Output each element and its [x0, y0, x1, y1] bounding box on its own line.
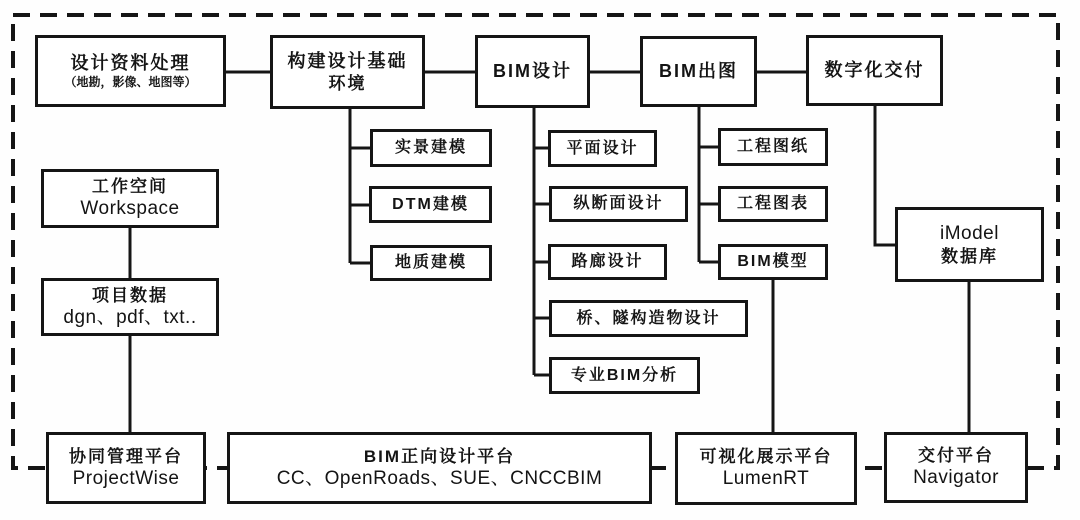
node-profile-design [549, 186, 688, 222]
node-label: 平面设计 [566, 139, 639, 157]
node-bim-output [640, 36, 757, 107]
node-navigator-platform [884, 432, 1028, 503]
node-dtm-modeling [369, 186, 492, 223]
node-sublabel: CC、OpenRoads、SUE、CNCCBIM [276, 467, 603, 489]
node-label: 桥、隧构造物设计 [576, 309, 721, 327]
node-corridor-design [548, 244, 667, 280]
node-label: 地质建模 [394, 254, 467, 271]
node-bim-design [475, 35, 590, 108]
node-label: BIM模型 [737, 253, 809, 270]
node-label: 可视化展示平台 [699, 447, 833, 466]
node-projectwise-platform [46, 432, 206, 504]
node-label: BIM设计 [493, 61, 572, 82]
node-label: 数据库 [941, 246, 998, 266]
node-sublabel: Workspace [80, 198, 180, 220]
node-label: 数字化交付 [824, 60, 925, 81]
node-label: BIM出图 [659, 61, 738, 82]
node-label: 设计资料处理 [70, 53, 191, 74]
node-label: 协同管理平台 [69, 446, 183, 466]
node-label: 构建设计基础 [287, 51, 408, 72]
node-label: 纵断面设计 [573, 195, 664, 212]
node-label: 交付平台 [918, 446, 994, 465]
node-geology-modeling [370, 245, 492, 281]
node-bim-design-platform [227, 432, 652, 504]
node-imodel-database [895, 207, 1044, 282]
node-bim-model [718, 244, 828, 280]
node-design-data [35, 35, 226, 107]
node-label: 路廊设计 [571, 253, 644, 270]
node-label: 专业BIM分析 [570, 366, 679, 384]
node-sublabel: Navigator [913, 467, 999, 489]
node-label: 工程图纸 [736, 138, 809, 155]
node-plan-design [548, 130, 657, 167]
node-bridge-tunnel-design [549, 300, 748, 337]
node-eng-tables [718, 186, 828, 222]
node-sublabel: LumenRT [722, 468, 810, 490]
node-lumenrt-platform [675, 432, 857, 505]
node-bim-analysis [549, 357, 700, 394]
node-digital-delivery [806, 35, 943, 106]
node-sublabel: dgn、pdf、txt.. [63, 306, 197, 328]
node-reality-modeling [370, 129, 492, 167]
node-label: 工作空间 [92, 177, 168, 196]
node-sublabel: （地勘，影像、地图等） [64, 74, 197, 89]
node-workspace [41, 169, 219, 228]
node-eng-drawings [718, 128, 828, 166]
node-label: 环境 [328, 73, 367, 93]
node-label: BIM正向设计平台 [363, 446, 516, 466]
node-label: 实景建模 [394, 139, 467, 156]
node-label: iModel [940, 223, 999, 244]
node-project-data [41, 278, 219, 336]
node-label: 项目数据 [92, 285, 168, 305]
node-build-env [270, 35, 425, 109]
node-label: DTM建模 [392, 195, 469, 213]
node-label: 工程图表 [736, 195, 809, 212]
node-sublabel: ProjectWise [72, 467, 180, 489]
